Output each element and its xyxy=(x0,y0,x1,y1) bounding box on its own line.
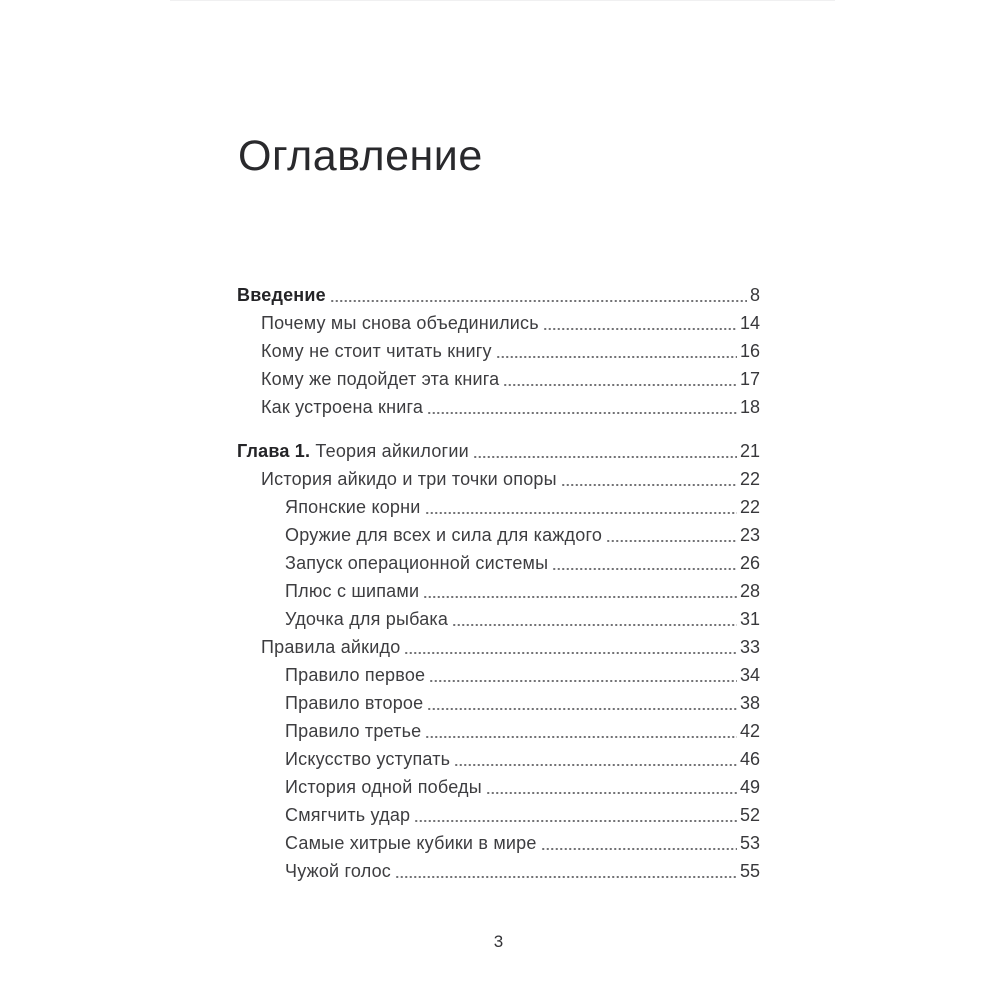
toc-leader-dots xyxy=(548,549,740,577)
toc-entry-page: 46 xyxy=(739,749,760,769)
toc-entry xyxy=(237,493,760,521)
toc-leader-dots xyxy=(537,829,740,857)
toc-entry xyxy=(237,309,760,337)
toc-entry-page: 8 xyxy=(749,285,760,305)
toc-entry-label: Японские корни xyxy=(285,497,421,517)
toc-leader-dots xyxy=(410,801,740,829)
toc-entry-page: 38 xyxy=(739,693,760,713)
toc-entry-label: Смягчить удар xyxy=(285,805,411,825)
toc-entry-page: 49 xyxy=(739,777,760,797)
toc-leader-dots xyxy=(391,857,740,885)
toc-leader-dots xyxy=(469,437,740,465)
toc-leader-dots xyxy=(450,745,740,773)
toc-leader-dots xyxy=(400,633,740,661)
toc-entry xyxy=(237,801,760,829)
toc-entry-label: Запуск операционной системы xyxy=(285,553,549,573)
toc-entry-label: Правило первое xyxy=(285,665,426,685)
toc-entry-page: 14 xyxy=(739,313,760,333)
toc-entry-label: Плюс с шипами xyxy=(285,581,420,601)
toc-entry xyxy=(237,717,760,745)
toc-entry-label: История айкидо и три точки опоры xyxy=(261,469,557,489)
toc-entry-bold-prefix: Глава 1. xyxy=(237,441,311,461)
toc-entry-label: Почему мы снова объединились xyxy=(261,313,539,333)
toc-entry-page: 34 xyxy=(739,665,760,685)
toc-entry xyxy=(237,745,760,773)
toc-entry xyxy=(237,521,760,549)
toc-leader-dots xyxy=(448,605,740,633)
toc-leader-dots xyxy=(419,577,740,605)
toc-entry xyxy=(237,689,760,717)
toc-entry-label: Как устроена книга xyxy=(261,397,424,417)
toc-entry xyxy=(237,577,760,605)
toc-entry xyxy=(237,829,760,857)
toc-entry-page: 26 xyxy=(739,553,760,573)
toc-leader-dots xyxy=(423,689,740,717)
toc-entry xyxy=(237,365,760,393)
toc-leader-dots xyxy=(557,465,740,493)
toc-entry-page: 33 xyxy=(739,637,760,657)
toc-entry-page: 21 xyxy=(739,441,760,461)
toc-entry-page: 18 xyxy=(739,397,760,417)
toc-entry-label: Правила айкидо xyxy=(261,637,401,657)
toc-entry xyxy=(237,605,760,633)
page-title: Оглавление xyxy=(238,131,483,180)
toc-entry xyxy=(237,337,760,365)
toc-entry-page: 16 xyxy=(739,341,760,361)
toc-leader-dots xyxy=(539,309,740,337)
toc-entry-page: 52 xyxy=(739,805,760,825)
toc-leader-dots xyxy=(423,393,740,421)
toc-entry-page: 53 xyxy=(739,833,760,853)
toc-entry-page: 42 xyxy=(739,721,760,741)
toc-entry-page: 17 xyxy=(739,369,760,389)
toc-entry-label: История одной победы xyxy=(285,777,482,797)
toc-leader-dots xyxy=(482,773,740,801)
toc-entry-label xyxy=(237,281,326,309)
page-top-edge-line xyxy=(170,0,835,1)
toc-entry-label: Глава 1. Теория айкилогии xyxy=(237,441,469,461)
toc-entry-label: Искусство уступать xyxy=(285,749,451,769)
toc-entry xyxy=(237,393,760,421)
toc-entry xyxy=(237,661,760,689)
toc-entry-page: 55 xyxy=(739,861,760,881)
toc-leader-dots xyxy=(421,717,740,745)
toc-entry-page: 22 xyxy=(739,469,760,489)
toc-leader-dots xyxy=(425,661,740,689)
toc-entry-label: Кому не стоит читать книгу xyxy=(261,341,492,361)
toc-entry-label: Чужой голос xyxy=(285,861,392,881)
toc-leader-dots xyxy=(492,337,740,365)
toc-entry xyxy=(237,281,760,309)
toc-entry-page: 23 xyxy=(739,525,760,545)
toc-leader-dots xyxy=(602,521,740,549)
toc-leader-dots xyxy=(499,365,740,393)
toc-entry-bold-prefix: Введение xyxy=(237,285,326,305)
toc-entry xyxy=(237,549,760,577)
toc-entry-page: 22 xyxy=(739,497,760,517)
toc-entry-page: 28 xyxy=(739,581,760,601)
toc-entry-label: Правило третье xyxy=(285,721,422,741)
toc-leader-dots xyxy=(421,493,740,521)
toc-entry-page: 31 xyxy=(739,609,760,629)
toc-entry-label: Кому же подойдет эта книга xyxy=(261,369,500,389)
toc-leader-dots xyxy=(326,281,750,309)
toc-entry xyxy=(237,857,760,885)
toc-entry xyxy=(237,437,760,465)
toc-entry xyxy=(237,773,760,801)
toc-entry-label: Самые хитрые кубики в мире xyxy=(285,833,537,853)
toc-entry xyxy=(237,633,760,661)
toc-entry-label: Оружие для всех и сила для каждого xyxy=(285,525,603,545)
table-of-contents xyxy=(237,281,760,885)
footer-page-number: 3 xyxy=(493,932,504,951)
toc-entry-label: Удочка для рыбака xyxy=(285,609,449,629)
toc-entry xyxy=(237,465,760,493)
toc-entry-label: Правило второе xyxy=(285,693,424,713)
